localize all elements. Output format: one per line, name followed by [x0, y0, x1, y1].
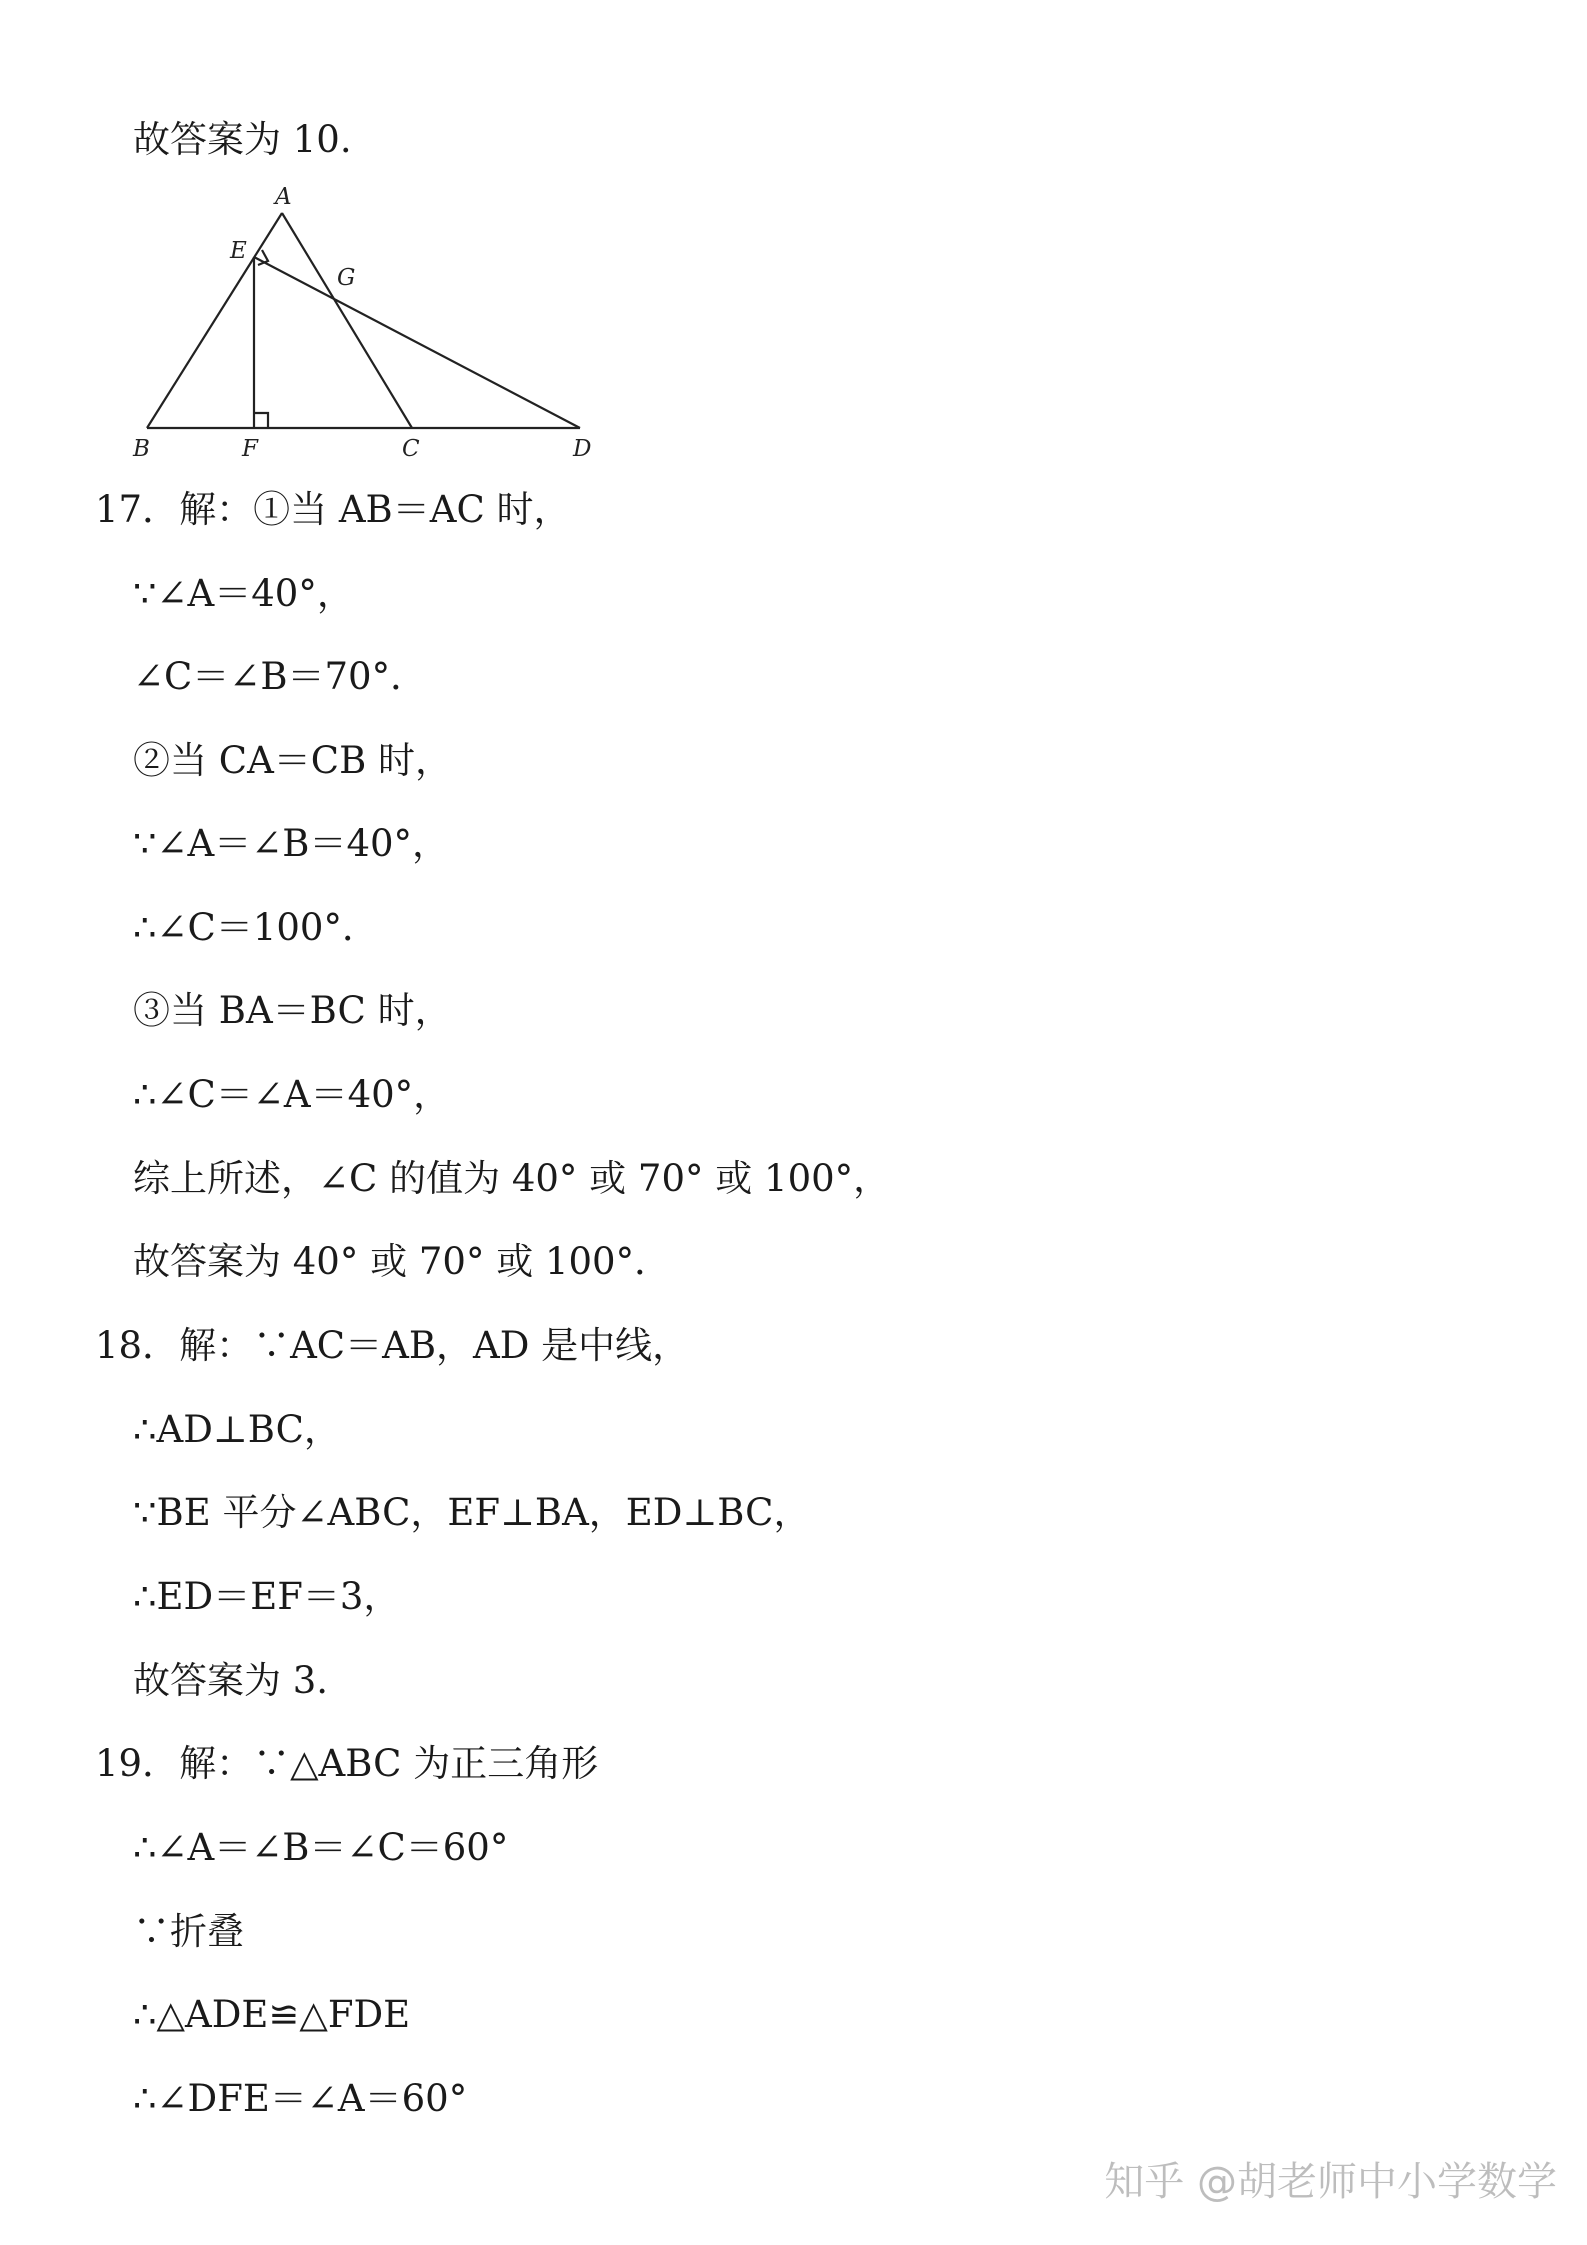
label-d: D [573, 436, 592, 462]
triangle-figure [125, 180, 610, 470]
label-c: C [402, 436, 420, 462]
line-17-a: ∵∠A＝40°， [133, 572, 354, 615]
line-17-g: ∴∠C＝∠A＝40°， [133, 1073, 451, 1116]
line-18-c: ∴ED＝EF＝3， [133, 1575, 401, 1618]
line-19-a: ∴∠A＝∠B＝∠C＝60° [133, 1826, 509, 1869]
line-19-d: ∴∠DFE＝∠A＝60° [133, 2077, 468, 2120]
problem-17-header: 17．解：①当 AB＝AC 时， [95, 488, 571, 531]
label-a: A [275, 184, 292, 210]
answer-18: 故答案为 3. [133, 1659, 329, 1702]
line-19-b: ∵折叠 [133, 1910, 244, 1953]
line-18-b: ∵BE 平分∠ABC，EF⊥BA，ED⊥BC， [133, 1491, 811, 1534]
label-b: B [133, 436, 150, 462]
answer-17: 故答案为 40° 或 70° 或 100°． [133, 1240, 672, 1283]
answer-16: 故答案为 10. [133, 118, 352, 161]
line-17-c: ②当 CA＝CB 时， [133, 739, 453, 782]
label-g: G [337, 265, 356, 291]
line-17-summary: 综上所述，∠C 的值为 40° 或 70° 或 100°， [133, 1157, 891, 1200]
line-19-c: ∴△ADE≌△FDE [133, 1993, 411, 2036]
line-17-d: ∵∠A＝∠B＝40°， [133, 822, 450, 865]
problem-19-header: 19．解：∵△ABC 为正三角形 [95, 1742, 599, 1785]
line-17-e: ∴∠C＝100°． [133, 906, 379, 949]
label-e: E [230, 238, 247, 264]
line-18-a: ∴AD⊥BC， [133, 1408, 341, 1451]
line-17-f: ③当 BA＝BC 时， [133, 989, 452, 1032]
line-17-b: ∠C＝∠B＝70°． [133, 655, 428, 698]
problem-18-header: 18．解：∵AC＝AB，AD 是中线， [95, 1324, 690, 1367]
watermark: 知乎 @胡老师中小学数学 [1104, 2159, 1557, 2205]
label-f: F [242, 436, 258, 462]
